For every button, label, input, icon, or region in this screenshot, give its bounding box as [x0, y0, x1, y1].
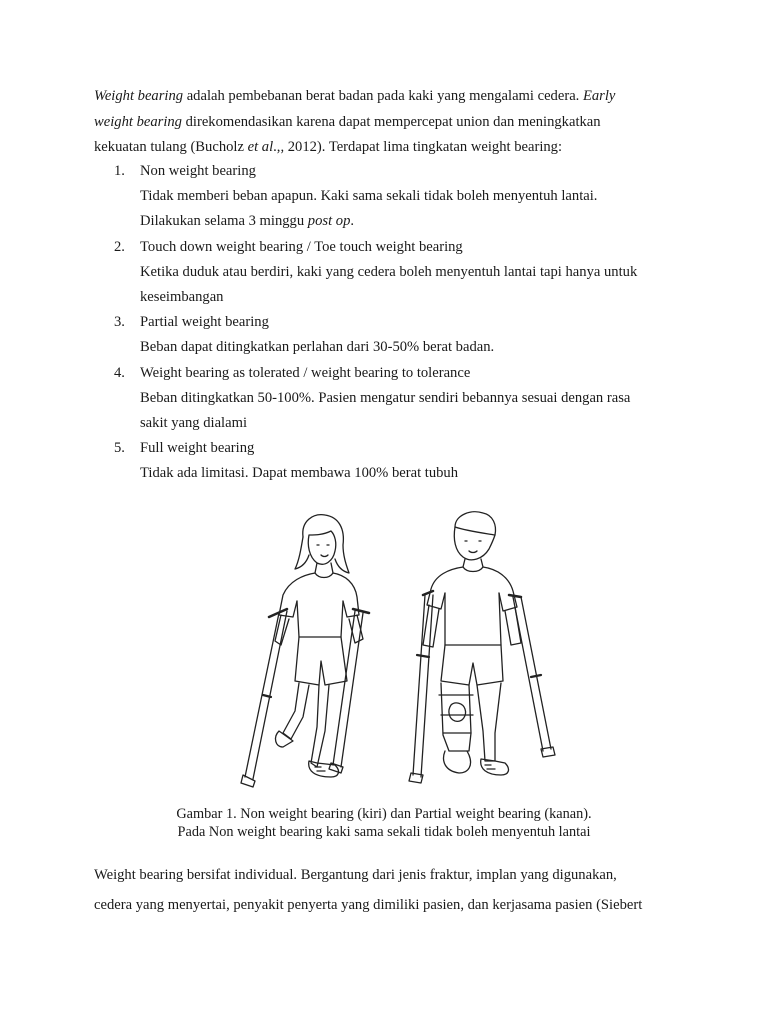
level-title: Weight bearing as tolerated / weight bearing to tolerance [140, 364, 471, 381]
intro-line-3 [94, 135, 684, 161]
level-title: Partial weight bearing [140, 314, 269, 331]
list-number: 4. [114, 364, 125, 381]
list-number: 1. [114, 163, 125, 179]
figure-caption [94, 806, 674, 841]
term-et-al: et al [247, 139, 274, 155]
level-description: Ketika duduk atau berdiri, kaki yang cedera boleh menyentuh lantai tapi hanya untuk [140, 263, 638, 280]
crutches-illustration [203, 505, 563, 795]
partial-weight-bearing-figure [409, 512, 555, 783]
level-desc-post: . [350, 213, 355, 230]
level-description-2: keseimbangan [140, 289, 224, 306]
non-weight-bearing-figure [241, 515, 369, 787]
intro-text-3b: .,, 2012). Terdapat lima tingkatan weight bearing: [273, 139, 563, 155]
caption-line-1: Gambar 1. Non weight bearing (kiri) dan Partial weight bearing (kanan). [176, 806, 592, 822]
list-item [94, 436, 694, 486]
level-description: Tidak ada limitasi. Dapat membawa 100% berat tubuh [140, 465, 459, 482]
level-title: Touch down weight bearing / Toe touch weight bearing [140, 238, 463, 255]
caption-line-2: Pada Non weight bearing kaki sama sekali tidak boleh menyentuh lantai [177, 823, 591, 840]
list-item [94, 235, 694, 311]
intro-text-1: adalah pembebanan berat badan pada kaki yang mengalami cedera. [183, 88, 583, 104]
level-description: Tidak memberi beban apapun. Kaki sama sekali tidak boleh menyentuh lantai. [140, 188, 598, 205]
list-number: 2. [114, 238, 125, 255]
intro-text-3a: kekuatan tulang (Bucholz [94, 139, 248, 155]
list-number: 5. [114, 440, 125, 457]
level-description-2: sakit yang dialami [140, 415, 247, 432]
closing-paragraph [94, 860, 694, 920]
level-title: Non weight bearing [140, 163, 256, 179]
level-title: Full weight bearing [140, 440, 255, 457]
weight-bearing-levels-list [94, 159, 694, 487]
list-number: 3. [114, 314, 125, 331]
level-description: Beban ditingkatkan 50-100%. Pasien mengatur sendiri bebannya sesuai dengan rasa [140, 389, 631, 406]
closing-line-2: cedera yang menyertai, penyakit penyerta yang dimiliki pasien, dan kerjasama pasien (Siebert [94, 897, 643, 913]
level-desc-pre: Dilakukan selama 3 minggu [140, 213, 308, 230]
intro-line-1 [94, 84, 684, 110]
term-weight-bearing-2: weight bearing [94, 113, 182, 130]
closing-line-1: Weight bearing bersifat individual. Bergantung dari jenis fraktur, implan yang digunakan, [94, 867, 617, 883]
intro-paragraph [94, 84, 684, 161]
intro-text-2: direkomendasikan karena dapat mempercepat union dan meningkatkan [181, 113, 601, 130]
term-post-op: post op [307, 213, 351, 230]
term-weight-bearing: Weight bearing [94, 88, 184, 104]
intro-line-2 [94, 110, 684, 136]
list-item [94, 159, 694, 235]
term-early: Early [582, 88, 616, 104]
list-item [94, 361, 694, 437]
list-item [94, 310, 694, 360]
level-description: Beban dapat ditingkatkan perlahan dari 30-50% berat badan. [140, 339, 495, 356]
level-description-2 [140, 209, 694, 234]
